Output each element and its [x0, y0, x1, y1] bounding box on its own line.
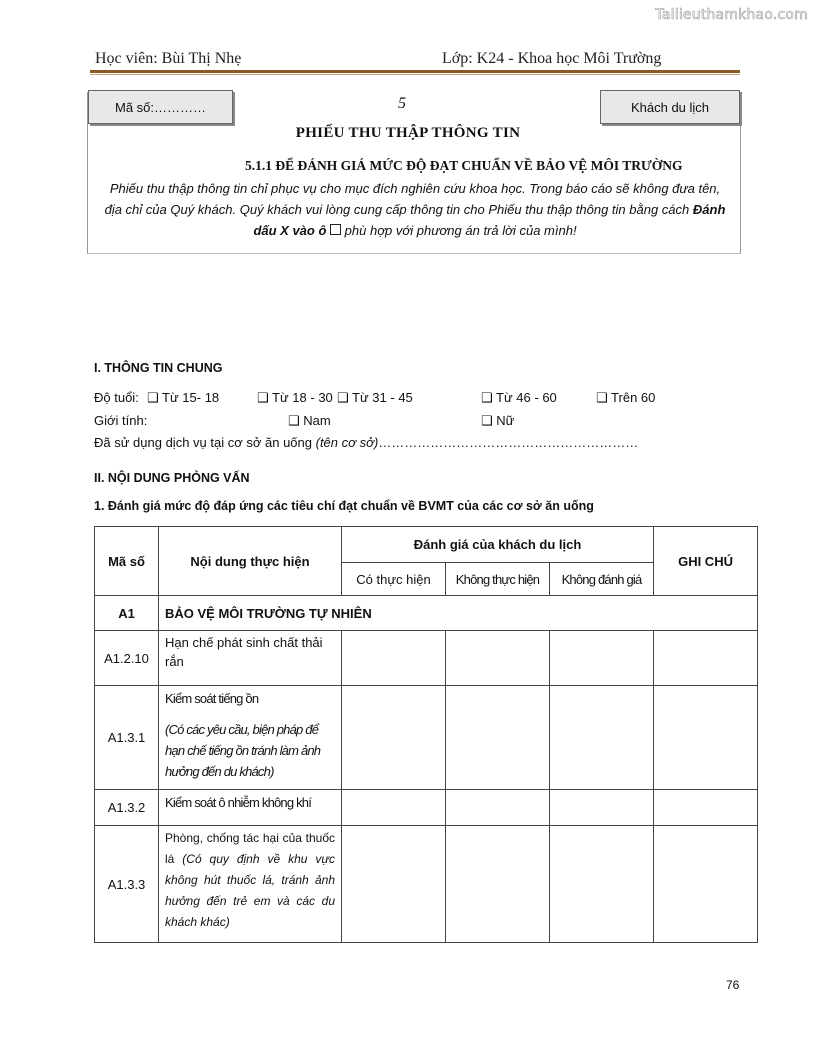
- general-heading: I. THÔNG TIN CHUNG: [94, 361, 223, 375]
- cell-noeval[interactable]: [550, 790, 654, 826]
- row-content: Phòng, chống tác hại của thuốc lá (Có quy định về khu vực không hút thuốc lá, tránh ảnh hưởng đến trẻ em và các du khách khác): [159, 826, 342, 943]
- form-intro: [92, 178, 738, 241]
- table-row: [95, 790, 758, 826]
- age-option-4[interactable]: ❑ Từ 46 - 60: [481, 390, 557, 405]
- row-code: A1.2.10: [95, 631, 159, 686]
- cell-notdone[interactable]: [446, 631, 550, 686]
- intro-line-1: Phiếu thu thập thông tin chỉ phục vụ cho mục đích nghiên cứu khoa học. Trong báo cáo sẽ không đưa tên,: [109, 181, 721, 196]
- age-option-3[interactable]: ❑ Từ 31 - 45: [337, 390, 413, 405]
- checkbox-icon: [330, 224, 341, 235]
- cell-note[interactable]: [654, 686, 758, 790]
- cell-note[interactable]: [654, 790, 758, 826]
- gender-label: Giới tính:: [94, 413, 148, 428]
- cell-note[interactable]: [654, 826, 758, 943]
- age-option-2[interactable]: ❑ Từ 18 - 30: [257, 390, 333, 405]
- checkbox-icon[interactable]: ❑: [257, 390, 269, 405]
- col-content-header: Nội dung thực hiện: [159, 527, 342, 596]
- cell-notdone[interactable]: [446, 790, 550, 826]
- cell-notdone[interactable]: [446, 826, 550, 943]
- header-rule-thin: [90, 74, 740, 75]
- table-row: [95, 826, 758, 943]
- row-content: Kiểm soát tiếng ồn (Có các yêu cầu, biện pháp để hạn chế tiếng ồn tránh làm ảnh hưởng đến du khách): [159, 686, 342, 790]
- header-student: Học viên: Bùi Thị Nhẹ: [95, 50, 242, 67]
- cell-done[interactable]: [342, 686, 446, 790]
- interview-heading: II. NỘI DUNG PHỎNG VẤN: [94, 471, 250, 485]
- cell-done[interactable]: [342, 826, 446, 943]
- row-code: A1.3.2: [95, 790, 159, 826]
- intro-bold-1: Đánh: [692, 202, 726, 217]
- age-option-1[interactable]: ❑ Từ 15- 18: [147, 390, 220, 405]
- section-code: A1: [95, 596, 159, 631]
- intro-line-3: dấu X vào ô phù hợp với phương án trả lời của mình!: [253, 223, 577, 238]
- row-note: (Có quy định về khu vực không hút thuốc lá, tránh ảnh hưởng đến trẻ em và các du khách khác): [165, 852, 335, 929]
- table-row: [95, 686, 758, 790]
- cell-notdone[interactable]: [446, 686, 550, 790]
- service-line: Đã sử dụng dịch vụ tại cơ sở ăn uống (tên cơ sở)……………………………………………………: [94, 435, 639, 450]
- cell-note[interactable]: [654, 631, 758, 686]
- row-code: A1.3.3: [95, 826, 159, 943]
- form-number: 5: [398, 95, 406, 112]
- watermark: Tailieuthamkhao.com: [655, 7, 808, 23]
- checkbox-icon[interactable]: ❑: [481, 390, 493, 405]
- sub-header-notdone: Không thực hiện: [446, 563, 550, 596]
- header-class: Lớp: K24 - Khoa học Môi Trường: [442, 50, 662, 67]
- row-note: (Có các yêu cầu, biện pháp để hạn chế tiếng ồn tránh làm ảnh hưởng đến du khách): [165, 722, 321, 779]
- table-row: [95, 631, 758, 686]
- gender-option-male[interactable]: ❑ Nam: [288, 413, 331, 428]
- audience-label: Khách du lịch: [630, 99, 710, 115]
- intro-bold-2: dấu X vào ô: [253, 223, 327, 238]
- row-code: A1.3.1: [95, 686, 159, 790]
- form-code-box: [88, 90, 233, 124]
- gender-option-female[interactable]: ❑ Nữ: [481, 413, 515, 428]
- col-code-header: Mã số: [95, 527, 159, 596]
- question-1: 1. Đánh giá mức độ đáp ứng các tiêu chí đạt chuẩn về BVMT của các cơ sở ăn uống: [94, 499, 594, 513]
- col-eval-header: Đánh giá của khách du lịch: [342, 527, 654, 563]
- form-code-label: Mã số:…………: [114, 99, 206, 115]
- checkbox-icon[interactable]: ❑: [596, 390, 608, 405]
- col-note-header: GHI CHÚ: [654, 527, 758, 596]
- cell-noeval[interactable]: [550, 826, 654, 943]
- audience-box: [600, 90, 740, 124]
- form-title: PHIẾU THU THẬP THÔNG TIN: [295, 125, 521, 141]
- cell-done[interactable]: [342, 790, 446, 826]
- checkbox-icon[interactable]: ❑: [147, 390, 159, 405]
- section-title: BẢO VỆ MÔI TRƯỜNG TỰ NHIÊN: [159, 596, 758, 631]
- cell-noeval[interactable]: [550, 631, 654, 686]
- sub-header-done: Có thực hiện: [342, 563, 446, 596]
- checkbox-icon[interactable]: ❑: [481, 413, 493, 428]
- row-content: Hạn chế phát sinh chất thải rắn: [159, 631, 342, 686]
- checkbox-icon[interactable]: ❑: [288, 413, 300, 428]
- header-rule: [90, 70, 740, 73]
- form-subtitle: 5.1.1 ĐỂ ĐÁNH GIÁ MỨC ĐỘ ĐẠT CHUẨN VỀ BẢO VỆ MÔI TRƯỜNG: [245, 158, 683, 173]
- cell-done[interactable]: [342, 631, 446, 686]
- age-option-5[interactable]: ❑ Trên 60: [596, 390, 656, 405]
- sub-header-noeval: Không đánh giá: [550, 563, 654, 596]
- age-label: Độ tuổi:: [94, 390, 139, 405]
- cell-noeval[interactable]: [550, 686, 654, 790]
- checkbox-icon[interactable]: ❑: [337, 390, 349, 405]
- intro-line-2: địa chỉ của Quý khách. Quý khách vui lòng cung cấp thông tin cho Phiếu thu thập thông tin bằng cách Đánh: [104, 202, 726, 217]
- evaluation-table: [94, 526, 758, 943]
- page-number: 76: [726, 978, 740, 992]
- row-content: Kiểm soát ô nhiễm không khí: [159, 790, 342, 826]
